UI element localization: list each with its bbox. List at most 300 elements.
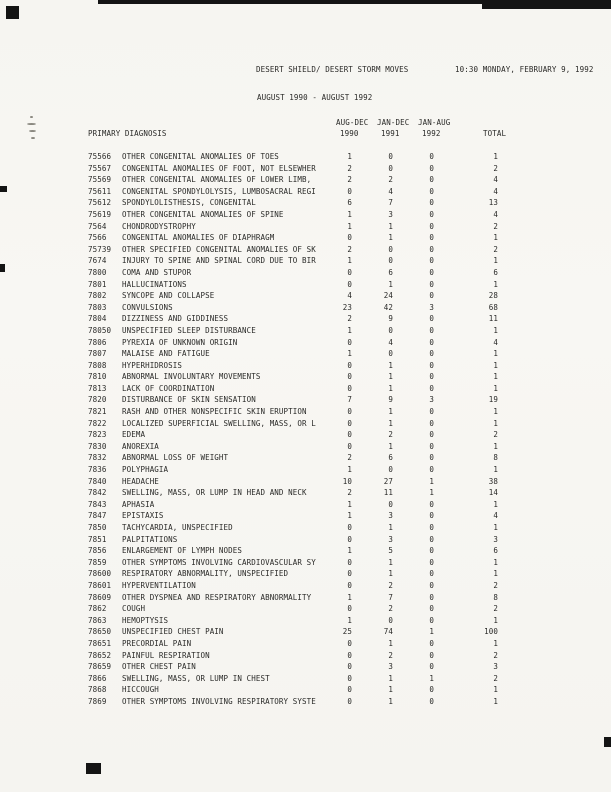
column-header-aug-dec: AUG-DEC xyxy=(336,118,369,127)
diagnosis-description: OTHER CONGENITAL ANOMALIES OF LOWER LIMB, xyxy=(122,175,312,185)
diagnosis-description: PYREXIA OF UNKNOWN ORIGIN xyxy=(122,337,238,347)
report-timestamp: 10:30 MONDAY, FEBRUARY 9, 1992 xyxy=(455,65,594,74)
value-total: 4 xyxy=(493,511,498,521)
value-total: 1 xyxy=(493,372,498,382)
table-row xyxy=(88,568,498,580)
diagnosis-code: 7862 xyxy=(88,604,107,614)
scan-artifact-smudge-dot xyxy=(31,137,35,139)
value-aug-dec-1990: 0 xyxy=(347,534,352,544)
diagnosis-code: 7564 xyxy=(88,221,107,231)
table-row xyxy=(88,302,498,314)
value-jan-aug-1992: 0 xyxy=(429,244,434,254)
value-jan-dec-1991: 2 xyxy=(388,430,393,440)
diagnosis-description: SYNCOPE AND COLLAPSE xyxy=(122,291,215,301)
scan-artifact-top-left-square xyxy=(6,6,19,19)
value-jan-dec-1991: 42 xyxy=(383,302,393,312)
value-total: 100 xyxy=(484,627,498,637)
value-jan-dec-1991: 1 xyxy=(388,673,393,683)
value-total: 1 xyxy=(493,523,498,532)
value-jan-dec-1991: 1 xyxy=(388,407,393,417)
table-row xyxy=(88,650,498,662)
value-aug-dec-1990: 0 xyxy=(347,186,352,196)
diagnosis-code: 7851 xyxy=(88,534,107,544)
value-jan-aug-1992: 0 xyxy=(429,523,434,532)
diagnosis-description: ENLARGEMENT OF LYMPH NODES xyxy=(122,546,242,556)
diagnosis-description: CONVULSIONS xyxy=(122,302,173,312)
diagnosis-code: 7859 xyxy=(88,557,107,567)
diagnosis-description: HYPERVENTILATION xyxy=(122,580,196,590)
value-total: 1 xyxy=(493,696,498,706)
value-jan-aug-1992: 0 xyxy=(429,279,434,289)
scan-artifact-smudge-dot xyxy=(29,130,36,132)
diagnosis-code: 7806 xyxy=(88,337,107,347)
diagnosis-description: ABNORMAL INVOLUNTARY MOVEMENTS xyxy=(122,372,261,382)
value-jan-dec-1991: 0 xyxy=(388,244,393,254)
value-aug-dec-1990: 0 xyxy=(347,523,352,532)
value-jan-dec-1991: 2 xyxy=(388,175,393,185)
diagnosis-code: 7840 xyxy=(88,476,107,486)
value-aug-dec-1990: 0 xyxy=(347,580,352,590)
value-jan-dec-1991: 0 xyxy=(388,163,393,173)
table-row xyxy=(88,255,498,267)
diagnosis-code: 7804 xyxy=(88,314,107,324)
value-total: 4 xyxy=(493,186,498,196)
value-aug-dec-1990: 0 xyxy=(347,696,352,706)
diagnosis-description: HYPERHIDROSIS xyxy=(122,360,182,370)
value-jan-aug-1992: 0 xyxy=(429,372,434,382)
value-total: 4 xyxy=(493,175,498,185)
diagnosis-code: 7863 xyxy=(88,615,107,625)
value-total: 1 xyxy=(493,685,498,695)
value-total: 19 xyxy=(488,395,498,405)
column-header-jan-dec: JAN-DEC xyxy=(377,118,410,127)
value-aug-dec-1990: 1 xyxy=(347,152,352,161)
value-jan-dec-1991: 1 xyxy=(388,523,393,532)
table-row xyxy=(88,163,498,175)
table-row xyxy=(88,394,498,406)
value-jan-aug-1992: 0 xyxy=(429,569,434,579)
diagnosis-description: PALPITATIONS xyxy=(122,534,178,544)
value-jan-dec-1991: 1 xyxy=(388,696,393,706)
diagnosis-description: TACHYCARDIA, UNSPECIFIED xyxy=(122,523,233,532)
value-aug-dec-1990: 0 xyxy=(347,673,352,683)
value-jan-aug-1992: 0 xyxy=(429,337,434,347)
value-jan-aug-1992: 3 xyxy=(429,302,434,312)
value-total: 6 xyxy=(493,267,498,277)
value-total: 1 xyxy=(493,499,498,509)
value-jan-aug-1992: 0 xyxy=(429,511,434,521)
value-jan-aug-1992: 0 xyxy=(429,418,434,428)
value-jan-aug-1992: 0 xyxy=(429,198,434,208)
diagnosis-code: 7830 xyxy=(88,441,107,451)
value-total: 1 xyxy=(493,325,498,335)
value-aug-dec-1990: 23 xyxy=(342,302,352,312)
diagnosis-code: 75619 xyxy=(88,209,112,219)
value-jan-dec-1991: 1 xyxy=(388,418,393,428)
diagnosis-code: 7836 xyxy=(88,465,107,475)
report-title: DESERT SHIELD/ DESERT STORM MOVES xyxy=(256,65,409,74)
value-aug-dec-1990: 1 xyxy=(347,256,352,266)
value-total: 1 xyxy=(493,279,498,289)
diagnosis-description: RASH AND OTHER NONSPECIFIC SKIN ERUPTION xyxy=(122,407,307,417)
column-header-1991: 1991 xyxy=(381,129,400,138)
diagnosis-description: ABNORMAL LOSS OF WEIGHT xyxy=(122,453,229,463)
value-jan-aug-1992: 3 xyxy=(429,395,434,405)
table-row xyxy=(88,592,498,604)
table-row xyxy=(88,337,498,349)
diagnosis-code: 78650 xyxy=(88,627,112,637)
value-aug-dec-1990: 2 xyxy=(347,163,352,173)
table-row xyxy=(88,510,498,522)
value-jan-dec-1991: 6 xyxy=(388,267,393,277)
diagnosis-code: 78652 xyxy=(88,650,112,660)
value-jan-dec-1991: 0 xyxy=(388,465,393,475)
value-jan-aug-1992: 0 xyxy=(429,152,434,161)
diagnosis-code: 7800 xyxy=(88,267,107,277)
diagnosis-code: 7566 xyxy=(88,233,107,243)
value-total: 1 xyxy=(493,638,498,648)
diagnosis-description: EPISTAXIS xyxy=(122,511,164,521)
value-jan-dec-1991: 1 xyxy=(388,360,393,370)
value-total: 2 xyxy=(493,221,498,231)
row-header-primary-diagnosis: PRIMARY DIAGNOSIS xyxy=(88,129,167,138)
value-jan-aug-1992: 0 xyxy=(429,349,434,359)
diagnosis-code: 7856 xyxy=(88,546,107,556)
value-jan-aug-1992: 1 xyxy=(429,673,434,683)
value-jan-dec-1991: 1 xyxy=(388,638,393,648)
diagnosis-code: 7810 xyxy=(88,372,107,382)
value-total: 1 xyxy=(493,349,498,359)
value-jan-dec-1991: 4 xyxy=(388,337,393,347)
value-jan-dec-1991: 6 xyxy=(388,453,393,463)
value-aug-dec-1990: 0 xyxy=(347,604,352,614)
value-aug-dec-1990: 2 xyxy=(347,175,352,185)
diagnosis-description: LOCALIZED SUPERFICIAL SWELLING, MASS, OR L xyxy=(122,418,316,428)
value-aug-dec-1990: 1 xyxy=(347,546,352,556)
value-aug-dec-1990: 0 xyxy=(347,569,352,579)
value-aug-dec-1990: 1 xyxy=(347,465,352,475)
diagnosis-description: EDEMA xyxy=(122,430,146,440)
value-total: 38 xyxy=(488,476,498,486)
value-jan-dec-1991: 9 xyxy=(388,395,393,405)
diagnosis-code: 7847 xyxy=(88,511,107,521)
table-row xyxy=(88,360,498,372)
value-jan-aug-1992: 0 xyxy=(429,209,434,219)
value-total: 2 xyxy=(493,430,498,440)
table-row xyxy=(88,267,498,279)
table-row xyxy=(88,661,498,673)
value-aug-dec-1990: 0 xyxy=(347,662,352,672)
diagnosis-description: CONGENITAL ANOMALIES OF FOOT, NOT ELSEWHER xyxy=(122,163,316,173)
value-jan-aug-1992: 0 xyxy=(429,233,434,243)
diagnosis-code: 78651 xyxy=(88,638,112,648)
table-row xyxy=(88,580,498,592)
value-jan-aug-1992: 0 xyxy=(429,175,434,185)
value-aug-dec-1990: 0 xyxy=(347,233,352,243)
table-row xyxy=(88,209,498,221)
scan-artifact-smudge-dot xyxy=(27,123,36,125)
diagnosis-code: 7821 xyxy=(88,407,107,417)
value-jan-dec-1991: 11 xyxy=(383,488,393,498)
value-jan-dec-1991: 3 xyxy=(388,209,393,219)
table-row xyxy=(88,371,498,383)
diagnosis-description: OTHER DYSPNEA AND RESPIRATORY ABNORMALITY xyxy=(122,592,312,602)
value-jan-aug-1992: 0 xyxy=(429,580,434,590)
diagnosis-description: HEMOPTYSIS xyxy=(122,615,169,625)
diagnosis-description: COMA AND STUPOR xyxy=(122,267,192,277)
diagnosis-description: ANOREXIA xyxy=(122,441,159,451)
diagnosis-description: MALAISE AND FATIGUE xyxy=(122,349,210,359)
table-row xyxy=(88,684,498,696)
value-aug-dec-1990: 1 xyxy=(347,209,352,219)
value-jan-aug-1992: 0 xyxy=(429,592,434,602)
table-row xyxy=(88,313,498,325)
diagnosis-description: OTHER CHEST PAIN xyxy=(122,662,196,672)
value-total: 4 xyxy=(493,337,498,347)
value-jan-dec-1991: 0 xyxy=(388,325,393,335)
value-jan-dec-1991: 2 xyxy=(388,580,393,590)
value-jan-aug-1992: 0 xyxy=(429,685,434,695)
value-aug-dec-1990: 0 xyxy=(347,685,352,695)
diagnosis-description: OTHER CONGENITAL ANOMALIES OF TOES xyxy=(122,152,279,161)
table-row xyxy=(88,186,498,198)
value-jan-dec-1991: 0 xyxy=(388,152,393,161)
value-jan-aug-1992: 1 xyxy=(429,476,434,486)
diagnosis-code: 7866 xyxy=(88,673,107,683)
diagnosis-code: 78050 xyxy=(88,325,112,335)
diagnosis-description: OTHER SYMPTOMS INVOLVING CARDIOVASCULAR SY xyxy=(122,557,316,567)
value-aug-dec-1990: 0 xyxy=(347,360,352,370)
table-row xyxy=(88,476,498,488)
diagnosis-code: 7808 xyxy=(88,360,107,370)
diagnosis-code: 7869 xyxy=(88,696,107,706)
diagnosis-code: 75612 xyxy=(88,198,112,208)
value-aug-dec-1990: 2 xyxy=(347,488,352,498)
value-aug-dec-1990: 10 xyxy=(342,476,352,486)
value-jan-aug-1992: 0 xyxy=(429,638,434,648)
diagnosis-description: SWELLING, MASS, OR LUMP IN CHEST xyxy=(122,673,270,683)
value-aug-dec-1990: 0 xyxy=(347,337,352,347)
diagnosis-code: 7674 xyxy=(88,256,107,266)
table-row xyxy=(88,348,498,360)
value-total: 1 xyxy=(493,256,498,266)
diagnosis-code: 75566 xyxy=(88,152,112,161)
diagnosis-code: 7822 xyxy=(88,418,107,428)
value-jan-dec-1991: 9 xyxy=(388,314,393,324)
diagnosis-code: 78601 xyxy=(88,580,112,590)
value-total: 1 xyxy=(493,418,498,428)
value-total: 1 xyxy=(493,407,498,417)
value-jan-dec-1991: 2 xyxy=(388,650,393,660)
value-total: 2 xyxy=(493,604,498,614)
value-jan-aug-1992: 0 xyxy=(429,256,434,266)
value-jan-dec-1991: 1 xyxy=(388,557,393,567)
value-jan-aug-1992: 0 xyxy=(429,430,434,440)
table-row xyxy=(88,534,498,546)
value-total: 1 xyxy=(493,569,498,579)
value-jan-dec-1991: 7 xyxy=(388,198,393,208)
value-aug-dec-1990: 6 xyxy=(347,198,352,208)
value-jan-aug-1992: 1 xyxy=(429,627,434,637)
table-row xyxy=(88,174,498,186)
value-aug-dec-1990: 0 xyxy=(347,279,352,289)
table-row xyxy=(88,151,498,163)
value-jan-aug-1992: 0 xyxy=(429,325,434,335)
diagnosis-code: 7820 xyxy=(88,395,107,405)
column-header-1992: 1992 xyxy=(422,129,441,138)
value-jan-dec-1991: 2 xyxy=(388,604,393,614)
value-jan-dec-1991: 0 xyxy=(388,615,393,625)
table-row xyxy=(88,626,498,638)
diagnosis-code: 7868 xyxy=(88,685,107,695)
value-aug-dec-1990: 0 xyxy=(347,372,352,382)
column-header-jan-aug: JAN-AUG xyxy=(418,118,451,127)
value-aug-dec-1990: 1 xyxy=(347,221,352,231)
table-row xyxy=(88,383,498,395)
value-jan-aug-1992: 0 xyxy=(429,453,434,463)
table-row xyxy=(88,487,498,499)
value-aug-dec-1990: 0 xyxy=(347,267,352,277)
column-header-1990: 1990 xyxy=(340,129,359,138)
value-jan-aug-1992: 0 xyxy=(429,499,434,509)
value-jan-dec-1991: 1 xyxy=(388,383,393,393)
value-aug-dec-1990: 0 xyxy=(347,441,352,451)
value-jan-aug-1992: 0 xyxy=(429,615,434,625)
value-jan-dec-1991: 3 xyxy=(388,662,393,672)
table-row xyxy=(88,464,498,476)
value-aug-dec-1990: 4 xyxy=(347,291,352,301)
diagnosis-description: OTHER SYMPTOMS INVOLVING RESPIRATORY SYSTE xyxy=(122,696,316,706)
value-jan-aug-1992: 0 xyxy=(429,383,434,393)
diagnosis-code: 78659 xyxy=(88,662,112,672)
value-total: 1 xyxy=(493,152,498,161)
value-total: 8 xyxy=(493,453,498,463)
value-aug-dec-1990: 2 xyxy=(347,244,352,254)
diagnosis-code: 78600 xyxy=(88,569,112,579)
value-aug-dec-1990: 2 xyxy=(347,453,352,463)
diagnosis-code: 75739 xyxy=(88,244,112,254)
value-jan-aug-1992: 0 xyxy=(429,696,434,706)
value-total: 28 xyxy=(488,291,498,301)
table-row xyxy=(88,221,498,233)
value-jan-aug-1992: 0 xyxy=(429,662,434,672)
diagnosis-description: DISTURBANCE OF SKIN SENSATION xyxy=(122,395,256,405)
value-jan-aug-1992: 0 xyxy=(429,360,434,370)
value-total: 2 xyxy=(493,163,498,173)
diagnosis-description: CHONDRODYSTROPHY xyxy=(122,221,196,231)
scan-artifact-right-mark xyxy=(604,737,611,747)
value-total: 2 xyxy=(493,244,498,254)
value-jan-aug-1992: 0 xyxy=(429,604,434,614)
value-total: 13 xyxy=(488,198,498,208)
scan-artifact-left-mark-1 xyxy=(0,186,7,192)
table-row xyxy=(88,279,498,291)
value-jan-aug-1992: 0 xyxy=(429,221,434,231)
value-total: 11 xyxy=(488,314,498,324)
value-jan-dec-1991: 74 xyxy=(383,627,393,637)
table-row xyxy=(88,441,498,453)
table-row xyxy=(88,638,498,650)
value-aug-dec-1990: 7 xyxy=(347,395,352,405)
value-total: 2 xyxy=(493,673,498,683)
value-total: 3 xyxy=(493,662,498,672)
value-jan-aug-1992: 0 xyxy=(429,441,434,451)
diagnosis-table xyxy=(88,151,498,708)
value-aug-dec-1990: 2 xyxy=(347,314,352,324)
diagnosis-description: CONGENITAL SPONDYLOLYSIS, LUMBOSACRAL REGI xyxy=(122,186,316,196)
value-aug-dec-1990: 1 xyxy=(347,499,352,509)
table-row xyxy=(88,197,498,209)
value-total: 6 xyxy=(493,546,498,556)
value-aug-dec-1990: 0 xyxy=(347,383,352,393)
diagnosis-description: HICCOUGH xyxy=(122,685,159,695)
diagnosis-code: 7823 xyxy=(88,430,107,440)
table-row xyxy=(88,418,498,430)
value-jan-aug-1992: 0 xyxy=(429,186,434,196)
value-total: 8 xyxy=(493,592,498,602)
diagnosis-code: 7803 xyxy=(88,302,107,312)
diagnosis-code: 75611 xyxy=(88,186,112,196)
value-jan-aug-1992: 0 xyxy=(429,163,434,173)
value-aug-dec-1990: 0 xyxy=(347,650,352,660)
scan-artifact-left-mark-2 xyxy=(0,264,5,272)
value-aug-dec-1990: 1 xyxy=(347,592,352,602)
diagnosis-description: SWELLING, MASS, OR LUMP IN HEAD AND NECK xyxy=(122,488,307,498)
table-row xyxy=(88,452,498,464)
value-aug-dec-1990: 0 xyxy=(347,638,352,648)
value-jan-aug-1992: 0 xyxy=(429,267,434,277)
diagnosis-code: 7832 xyxy=(88,453,107,463)
diagnosis-code: 75567 xyxy=(88,163,112,173)
value-jan-aug-1992: 0 xyxy=(429,291,434,301)
table-row xyxy=(88,545,498,557)
value-jan-dec-1991: 24 xyxy=(383,291,393,301)
diagnosis-description: OTHER CONGENITAL ANOMALIES OF SPINE xyxy=(122,209,284,219)
value-jan-dec-1991: 1 xyxy=(388,685,393,695)
value-jan-dec-1991: 3 xyxy=(388,534,393,544)
table-row xyxy=(88,615,498,627)
diagnosis-description: COUGH xyxy=(122,604,146,614)
value-total: 3 xyxy=(493,534,498,544)
diagnosis-description: UNSPECIFIED SLEEP DISTURBANCE xyxy=(122,325,256,335)
value-aug-dec-1990: 1 xyxy=(347,325,352,335)
value-jan-aug-1992: 0 xyxy=(429,546,434,556)
diagnosis-description: HALLUCINATIONS xyxy=(122,279,187,289)
diagnosis-description: OTHER SPECIFIED CONGENITAL ANOMALIES OF SK xyxy=(122,244,316,254)
table-row xyxy=(88,244,498,256)
table-row xyxy=(88,429,498,441)
diagnosis-description: POLYPHAGIA xyxy=(122,465,169,475)
diagnosis-code: 7850 xyxy=(88,523,107,532)
diagnosis-description: APHASIA xyxy=(122,499,155,509)
table-row xyxy=(88,290,498,302)
diagnosis-description: INJURY TO SPINE AND SPINAL CORD DUE TO BIR xyxy=(122,256,316,266)
table-row xyxy=(88,603,498,615)
diagnosis-description: CONGENITAL ANOMALIES OF DIAPHRAGM xyxy=(122,233,275,243)
value-aug-dec-1990: 1 xyxy=(347,349,352,359)
value-jan-dec-1991: 1 xyxy=(388,221,393,231)
value-jan-dec-1991: 1 xyxy=(388,279,393,289)
diagnosis-code: 75569 xyxy=(88,175,112,185)
column-header-total: TOTAL xyxy=(483,129,507,138)
table-row xyxy=(88,557,498,569)
diagnosis-description: RESPIRATORY ABNORMALITY, UNSPECIFIED xyxy=(122,569,289,579)
value-aug-dec-1990: 25 xyxy=(342,627,352,637)
value-jan-dec-1991: 0 xyxy=(388,349,393,359)
value-total: 68 xyxy=(488,302,498,312)
value-jan-dec-1991: 4 xyxy=(388,186,393,196)
value-jan-dec-1991: 7 xyxy=(388,592,393,602)
